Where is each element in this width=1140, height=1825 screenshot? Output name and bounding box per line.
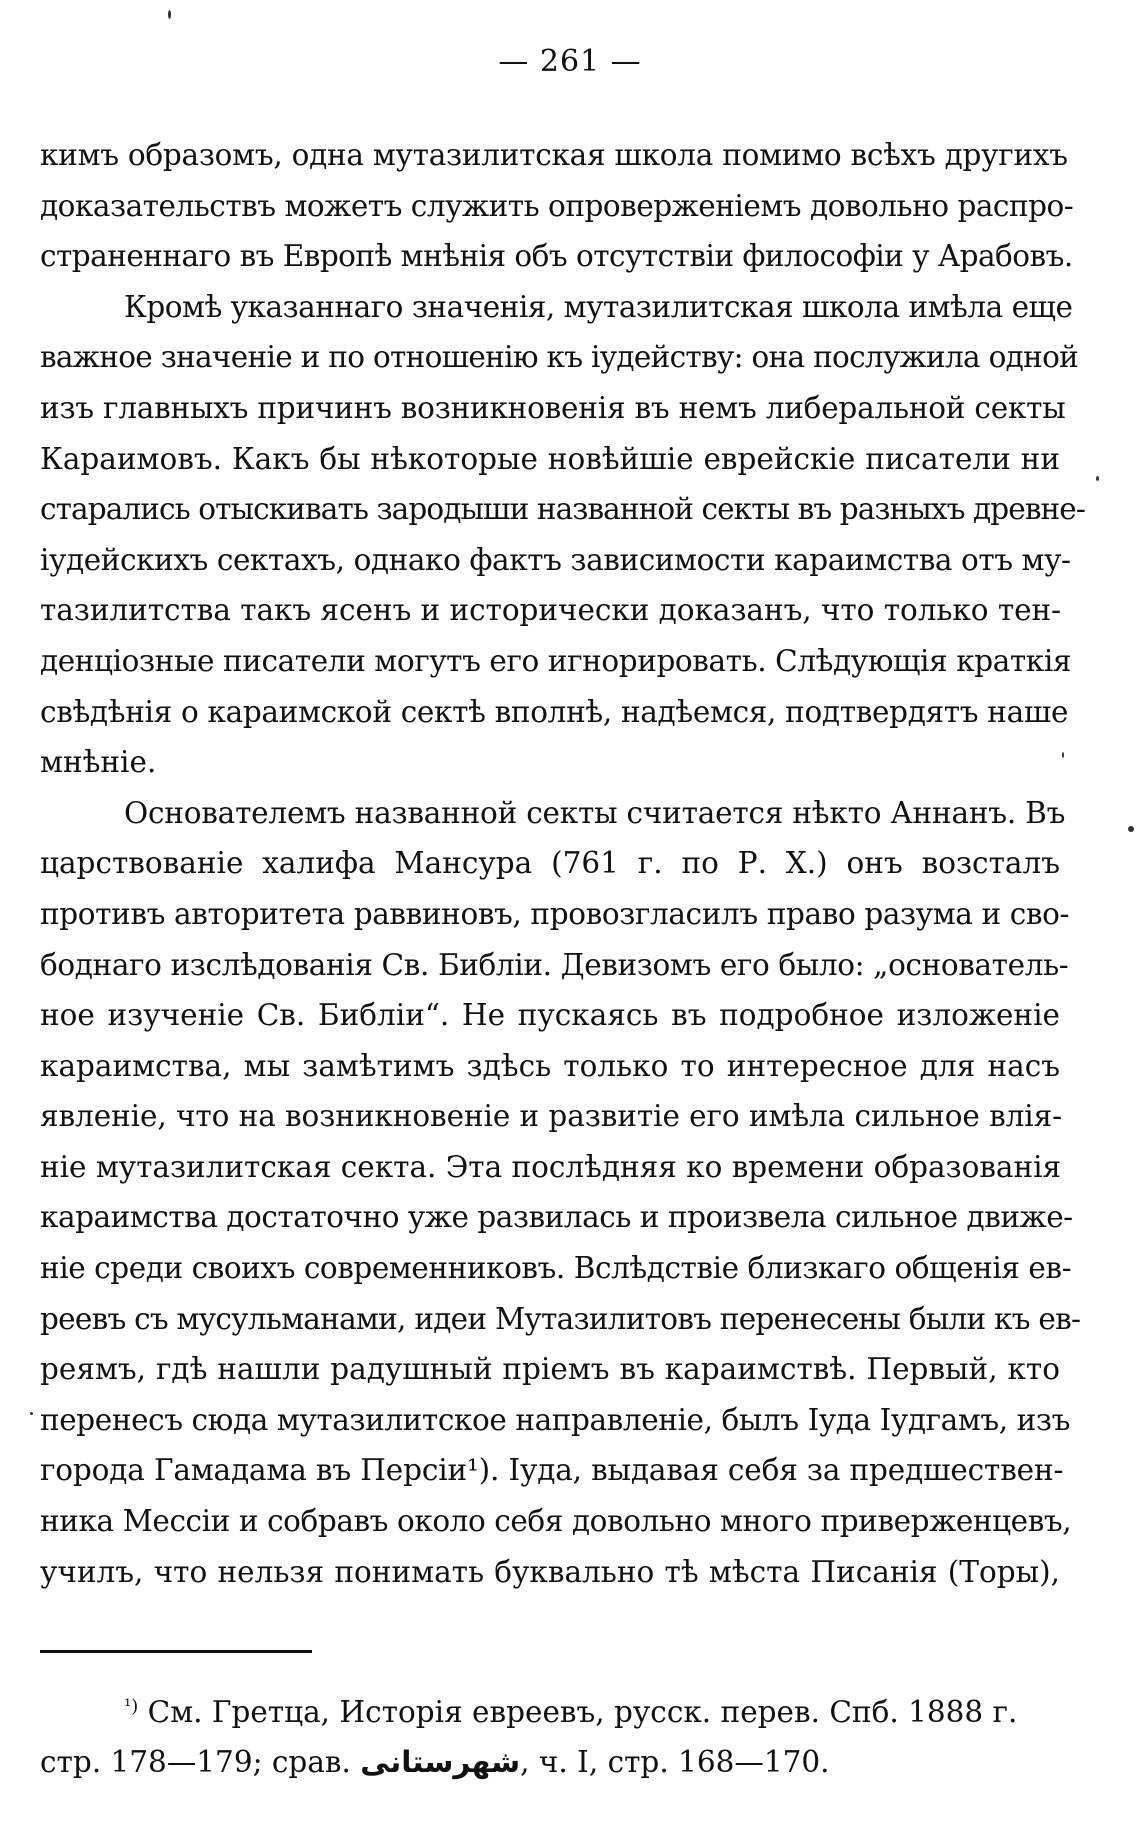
paragraph-2 xyxy=(40,282,1085,788)
footnote-text: См. Гретца, Исторія евреевъ, русск. перев. Спб. 1888 г. xyxy=(147,1695,1018,1729)
text-line: училъ, что нельзя понимать буквально тѣ мѣста Писанія (Торы), xyxy=(40,1554,1060,1589)
text-line: перенесъ сюда мутазилитское направленіе, былъ Іуда Іудгамъ, изъ xyxy=(40,1402,1070,1437)
text-line: мнѣніе. xyxy=(40,745,157,780)
text-line: ника Мессіи и собравъ около себя довольно много приверженцевъ, xyxy=(40,1504,1072,1539)
text-line: ное изученіе Св. Библіи“. Не пускаясь въ подробное изложеніе xyxy=(40,998,1060,1033)
paragraph-3 xyxy=(40,788,1081,1598)
scan-speck xyxy=(1096,476,1099,481)
footnote xyxy=(40,1682,1060,1787)
text-line: города Гамадама въ Персіи¹). Іуда, выдавая себя за предшествен- xyxy=(40,1453,1064,1488)
footnote-line-1 xyxy=(40,1682,1060,1737)
text-line: важное значеніе и по отношенію къ іудейству: она послужила одной xyxy=(40,340,1079,375)
text-line: караимства, мы замѣтимъ здѣсь только то интересное для насъ xyxy=(40,1048,1060,1083)
footnote-line-2 xyxy=(40,1737,1060,1787)
footnote-marker: ¹) xyxy=(124,1696,139,1717)
arabic-word: شهرستانى xyxy=(360,1745,521,1779)
scan-speck xyxy=(1062,752,1064,758)
text-line: Караимовъ. Какъ бы нѣкоторые новѣйшіе еврейскіе писатели ни xyxy=(40,441,1060,476)
footnote-text: стр. 178—179; срав. xyxy=(40,1745,351,1779)
text-line: явленіе, что на возникновеніе и развитіе его имѣла сильное влія- xyxy=(40,1099,1063,1134)
scan-speck xyxy=(1128,826,1134,832)
text-line: доказательствъ можетъ служить опроверженіемъ довольно распро- xyxy=(40,188,1074,223)
body-text xyxy=(40,130,1085,1597)
text-line: царствованіе халифа Мансура (761 г. по Р. Х.) онъ возсталъ xyxy=(40,846,1060,881)
page-number: — 261 — xyxy=(498,44,642,79)
footnote-text: , ч. I, стр. 168—170. xyxy=(520,1745,830,1779)
text-line: противъ авторитета раввиновъ, провозгласилъ право разума и сво- xyxy=(40,896,1070,931)
text-line: боднаго изслѣдованія Св. Библіи. Девизомъ его было: „основатель- xyxy=(40,947,1069,982)
text-line: тазилитства такъ ясенъ и исторически доказанъ, что только тен- xyxy=(40,593,1062,628)
text-line: свѣдѣнія о караимской сектѣ вполнѣ, надѣемся, подтвердятъ наше xyxy=(40,694,1069,729)
text-line: реямъ, гдѣ нашли радушный пріемъ въ караимствѣ. Первый, кто xyxy=(40,1352,1060,1387)
text-line: изъ главныхъ причинъ возникновенія въ немъ либеральной секты xyxy=(40,390,1066,425)
text-line: Основателемъ названной секты считается нѣкто Аннанъ. Въ xyxy=(124,795,1066,830)
text-line: кимъ образомъ, одна мутазилитская школа помимо всѣхъ другихъ xyxy=(40,138,1068,172)
text-line: старались отыскивать зародыши названной секты въ разныхъ древне- xyxy=(40,492,1085,527)
scan-speck xyxy=(168,10,171,19)
paragraph-1 xyxy=(40,130,1074,282)
text-line: іудейскихъ сектахъ, однако фактъ зависимости караимства отъ му- xyxy=(40,542,1071,577)
text-line: страненнаго въ Европѣ мнѣнія объ отсутствіи философіи у Арабовъ. xyxy=(40,239,1073,274)
text-line: ніе мутазилитская секта. Эта послѣдняя ко времени образованія xyxy=(40,1149,1062,1184)
text-line: ніе среди своихъ современниковъ. Вслѣдствіе близкаго общенія ев- xyxy=(40,1251,1072,1286)
text-line: реевъ съ мусульманами, идеи Мутазилитовъ перенесены были къ ев- xyxy=(40,1301,1081,1336)
scan-speck xyxy=(30,1412,33,1415)
text-line: Кромѣ указаннаго значенія, мутазилитская школа имѣла еще xyxy=(124,289,1073,324)
footnote-divider xyxy=(40,1650,312,1653)
text-line: денціозные писатели могутъ его игнорировать. Слѣдующія краткія xyxy=(40,643,1072,678)
text-line: караимства достаточно уже развилась и произвела сильное движе- xyxy=(40,1200,1073,1235)
